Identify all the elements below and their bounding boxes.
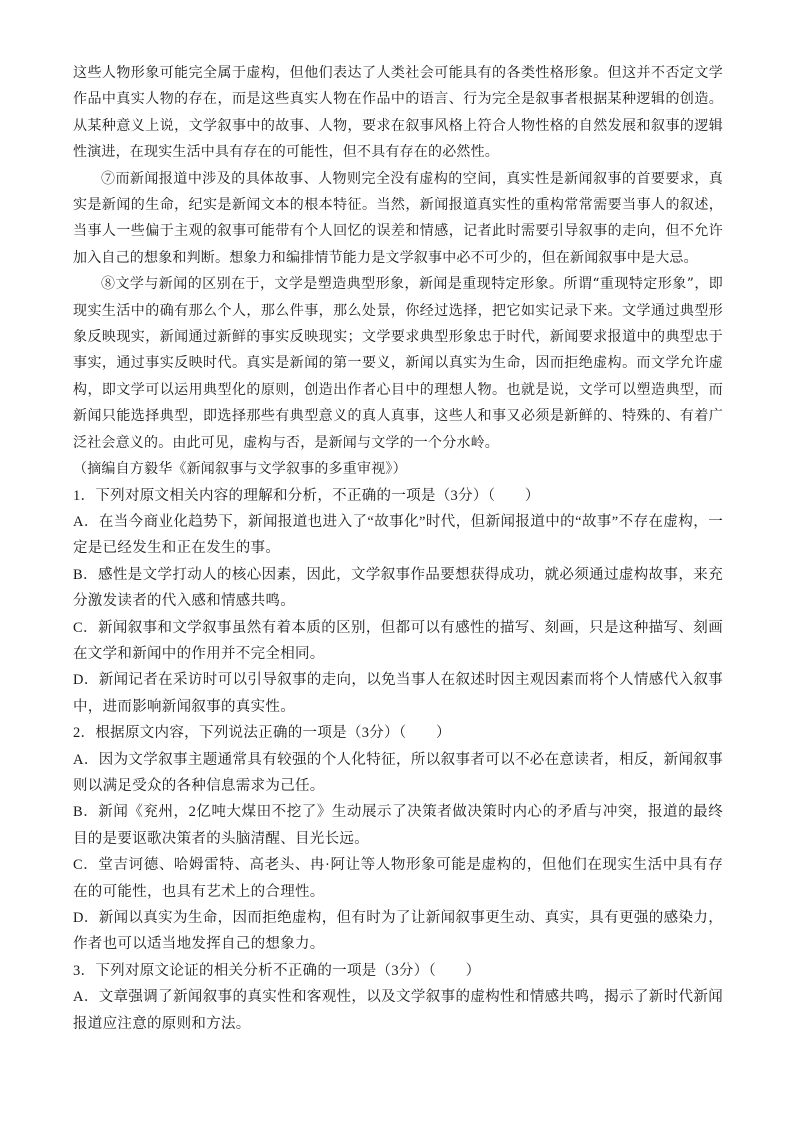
reading-passage — [73, 60, 723, 483]
question-option: A．因为文学叙事主题通常具有较强的个人化特征，所以叙事者可以不必在意读者，相反，新闻叙事则以满足受众的各种信息需求为己任。 — [73, 751, 723, 794]
passage-paragraph-8: ⑧文学与新闻的区别在于，文学是塑造典型形象，新闻是重现特定形象。所谓“重现特定形象”，即现实生活中的确有那么个人，那么件事，那么处景，你经过选择，把它如实记录下来。文学通过典型形象反映现实，新闻通过新鲜的事实反映现实；文学要求典型形象忠于时代，新闻要求报道中的典型忠于事实，通过事实反映时代。真实是新闻的第一要义，新闻以真实为生命，因而拒绝虚构。而文学允许虚构，即文学可以运用典型化的原则，创造出作者心目中的理想人物。也就是说，文学可以塑造典型，而新闻只能选择典型，即选择那些有典型意义的真人真事，这些人和事又必须是新鲜的、特殊的、有着广泛社会意义的。由此可见，虚构与否，是新闻与文学的一个分水岭。 — [73, 276, 723, 451]
question-stem: 1．下列对原文相关内容的理解和分析，不正确的一项是（3分）（ ） — [73, 487, 540, 504]
question-option: A．在当今商业化趋势下，新闻报道也进入了“故事化”时代，但新闻报道中的“故事”不存在虚构，一定是已经发生和正在发生的事。 — [73, 513, 723, 557]
question-1 — [73, 483, 723, 721]
question-option: C．堂吉诃德、哈姆雷特、高老头、冉·阿让等人物形象可能是虚构的，但他们在现实生活中具有存在的可能性，也具有艺术上的合理性。 — [73, 857, 723, 900]
passage-paragraph-7: ⑦而新闻报道中涉及的具体故事、人物则完全没有虚构的空间，真实性是新闻叙事的首要要求，真实是新闻的生命，纪实是新闻文本的根本特征。当然，新闻报道真实性的重构常常需要当事人的叙述，当事人一些偏于主观的叙事可能带有个人回忆的误差和情感，记者此时需要引导叙事的走向，但不允许加入自己的想象和判断。想象力和编排情节能力是文学叙事中必不可少的，但在新闻叙事中是大忌。 — [73, 170, 723, 266]
passage-paragraph-continued: 这些人物形象可能完全属于虚构，但他们表达了人类社会可能具有的各类性格形象。但这并不否定文学作品中真实人物的存在，而是这些真实人物在作品中的语言、行为完全是叙事者根据某种逻辑的创造。从某种意义上说，文学叙事中的故事、人物，要求在叙事风格上符合人物性格的自然发展和叙事的逻辑性演进，在现实生活中具有存在的可能性，但不具有存在的必然性。 — [73, 65, 723, 161]
question-stem: 3．下列对原文论证的相关分析不正确的一项是（3分）（ ） — [73, 962, 481, 979]
question-option: A．文章强调了新闻叙事的真实性和客观性，以及文学叙事的虚构性和情感共鸣，揭示了新时代新闻报道应注意的原则和方法。 — [73, 989, 723, 1032]
question-2 — [73, 720, 723, 958]
question-option: D．新闻以真实为生命，因而拒绝虚构，但有时为了让新闻叙事更生动、真实，具有更强的感染力，作者也可以适当地发挥自己的想象力。 — [73, 910, 723, 953]
question-option: C．新闻叙事和文学叙事虽然有着本质的区别，但都可以有感性的描写、刻画，只是这种描写、刻画在文学和新闻中的作用并不完全相同。 — [73, 619, 723, 662]
passage-source: （摘编自方毅华《新闻叙事与文学叙事的多重审视》） — [73, 461, 407, 478]
exam-page — [73, 60, 723, 1037]
question-stem: 2．根据原文内容，下列说法正确的一项是（3分）（ ） — [73, 725, 451, 742]
question-option: D．新闻记者在采访时可以引导叙事的走向，以免当事人在叙述时因主观因素而将个人情感代入叙事中，进而影响新闻叙事的真实性。 — [73, 672, 723, 715]
question-option: B．新闻《兖州，2亿吨大煤田不挖了》生动展示了决策者做决策时内心的矛盾与冲突，报道的最终目的是要讴歌决策者的头脑清醒、目光长远。 — [73, 804, 723, 847]
question-list — [73, 483, 723, 1038]
question-option: B．感性是文学打动人的核心因素，因此，文学叙事作品要想获得成功，就必须通过虚构故事，来充分激发读者的代入感和情感共鸣。 — [73, 566, 723, 610]
question-3 — [73, 958, 723, 1037]
